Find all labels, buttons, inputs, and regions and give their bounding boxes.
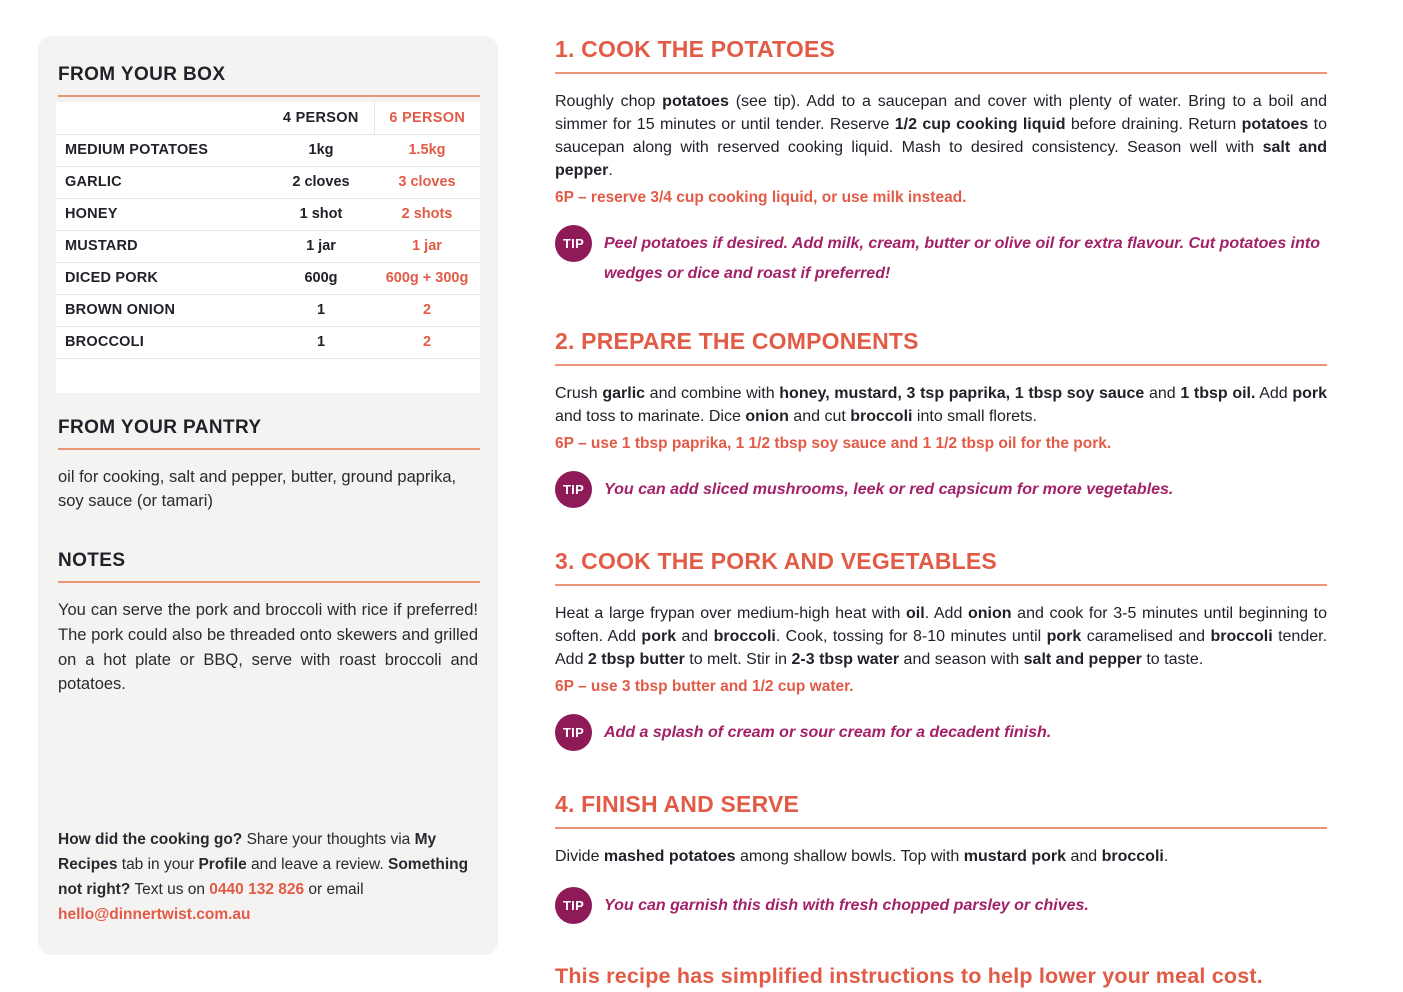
text-segment: salt and pepper bbox=[1023, 651, 1142, 669]
section-heading: 3. COOK THE PORK AND VEGETABLES bbox=[555, 548, 997, 575]
section-body bbox=[555, 602, 1327, 671]
text-segment: and bbox=[1144, 385, 1181, 403]
feedback-footer bbox=[58, 827, 478, 927]
table-row bbox=[56, 134, 480, 166]
text-segment: 2-3 tbsp water bbox=[791, 651, 900, 669]
divider bbox=[58, 448, 480, 450]
text-segment: Text us on bbox=[130, 880, 210, 898]
text-segment: Divide bbox=[555, 848, 604, 866]
tip-badge-icon: TIP bbox=[555, 471, 592, 508]
email-link[interactable]: hello@dinnertwist.com.au bbox=[58, 905, 251, 923]
table-row bbox=[56, 198, 480, 230]
text-segment: caramelised and bbox=[1081, 628, 1211, 646]
text-segment: pork bbox=[1292, 385, 1328, 403]
notes-text: You can serve the pork and broccoli with rice if preferred! The pork could also be threaded onto skewers and grilled on a hot plate or BBQ, serve with roast broccoli and potatoes. bbox=[58, 601, 478, 694]
text-segment: and cut bbox=[788, 408, 851, 426]
text-segment: (see tip). Add to a saucepan and cover with plenty of water. Bring to a boil and simmer for 15 minutes or until tender. Reserve bbox=[555, 93, 1328, 134]
cell-p4: 1 bbox=[268, 326, 374, 358]
from-your-box-title: FROM YOUR BOX bbox=[58, 64, 226, 85]
table-header-row bbox=[56, 102, 480, 134]
text-segment: Share your thoughts via bbox=[242, 830, 415, 848]
text-segment: . Add bbox=[924, 605, 968, 623]
instruction-section-2 bbox=[555, 328, 1327, 508]
text-segment: Something not right? bbox=[58, 855, 469, 898]
from-your-pantry-section bbox=[56, 417, 480, 515]
cell-item: BROWN ONION bbox=[56, 294, 268, 326]
text-segment: onion bbox=[745, 408, 789, 426]
section-heading: 2. PREPARE THE COMPONENTS bbox=[555, 328, 919, 355]
ingredients-table-body bbox=[56, 134, 480, 358]
text-segment: to taste. bbox=[1141, 651, 1204, 669]
text-segment: salt and pepper bbox=[555, 139, 1328, 180]
tip-badge-icon: TIP bbox=[555, 887, 592, 924]
text-segment: before draining. Return bbox=[1065, 116, 1242, 134]
notes-title: NOTES bbox=[58, 550, 126, 571]
tip-row bbox=[555, 475, 1327, 508]
cell-p6: 1.5kg bbox=[374, 134, 480, 166]
pantry-text: oil for cooking, salt and pepper, butter, ground paprika, soy sauce (or tamari) bbox=[58, 467, 457, 511]
instructions-column bbox=[555, 36, 1327, 989]
section-heading: 4. FINISH AND SERVE bbox=[555, 791, 800, 818]
cell-item: MUSTARD bbox=[56, 230, 268, 262]
table-row bbox=[56, 262, 480, 294]
six-person-variation: 6P – use 1 tbsp paprika, 1 1/2 tbsp soy sauce and 1 1/2 tbsp oil for the pork. bbox=[555, 435, 1112, 453]
text-segment: mustard pork bbox=[963, 848, 1067, 866]
text-segment: potatoes bbox=[1241, 116, 1309, 134]
text-segment: among shallow bowls. Top with bbox=[735, 848, 964, 866]
tip-text: Add a splash of cream or sour cream for a decadent finish. bbox=[604, 724, 1052, 742]
tip-text: You can garnish this dish with fresh chopped parsley or chives. bbox=[604, 896, 1089, 914]
text-segment: and cook for 3-5 minutes until beginning to soften. Add bbox=[555, 605, 1327, 646]
tip-badge-icon: TIP bbox=[555, 225, 592, 262]
text-segment: pork bbox=[1046, 628, 1082, 646]
section-body bbox=[555, 845, 1327, 868]
recipe-tagline: This recipe has simplified instructions to help lower your meal cost. bbox=[555, 963, 1263, 988]
tip-badge-icon: TIP bbox=[555, 714, 592, 751]
instruction-section-4 bbox=[555, 791, 1327, 923]
text-segment: and toss to marinate. Dice bbox=[555, 408, 746, 426]
text-segment: Add bbox=[1255, 385, 1293, 403]
cell-p6: 1 jar bbox=[374, 230, 480, 262]
divider bbox=[555, 584, 1327, 586]
text-segment: and leave a review. bbox=[246, 855, 388, 873]
text-segment: broccoli bbox=[713, 628, 776, 646]
text-segment: honey, mustard, 3 tsp paprika, 1 tbsp soy sauce bbox=[779, 385, 1145, 403]
text-segment: broccoli bbox=[850, 408, 913, 426]
six-person-variation: 6P – use 3 tbsp butter and 1/2 cup water. bbox=[555, 678, 854, 696]
cell-p6: 2 bbox=[374, 326, 480, 358]
cell-p4: 600g bbox=[268, 262, 374, 294]
tip-text: Peel potatoes if desired. Add milk, cream, butter or olive oil for extra flavour. Cut potatoes into wedges or dice and roast if preferred! bbox=[604, 235, 1320, 282]
cell-p4: 1 bbox=[268, 294, 374, 326]
text-segment: and bbox=[676, 628, 714, 646]
ingredients-table-card bbox=[56, 102, 480, 393]
cell-item: GARLIC bbox=[56, 166, 268, 198]
cell-item: DICED PORK bbox=[56, 262, 268, 294]
text-segment: mashed potatoes bbox=[603, 848, 736, 866]
instruction-section-1 bbox=[555, 36, 1327, 288]
tip-row bbox=[555, 891, 1327, 924]
notes-section bbox=[56, 550, 480, 697]
column-header-6-person: 6 PERSON bbox=[374, 102, 480, 134]
divider bbox=[555, 72, 1327, 74]
tip-text: You can add sliced mushrooms, leek or red capsicum for more vegetables. bbox=[604, 481, 1174, 499]
ingredients-sidebar bbox=[38, 36, 498, 955]
cell-p4: 1kg bbox=[268, 134, 374, 166]
text-segment: Crush bbox=[555, 385, 603, 403]
text-segment: 2 tbsp butter bbox=[587, 651, 685, 669]
text-segment: and season with bbox=[899, 651, 1024, 669]
cell-p4: 1 shot bbox=[268, 198, 374, 230]
section-heading: 1. COOK THE POTATOES bbox=[555, 36, 836, 62]
ingredients-table bbox=[56, 102, 480, 359]
text-segment: potatoes bbox=[662, 93, 729, 110]
column-header-4-person: 4 PERSON bbox=[268, 102, 374, 134]
cell-p6: 3 cloves bbox=[374, 166, 480, 198]
tip-row bbox=[555, 718, 1327, 751]
text-segment: to melt. Stir in bbox=[684, 651, 792, 669]
phone-link[interactable]: 0440 132 826 bbox=[209, 880, 305, 898]
text-segment: broccoli bbox=[1210, 628, 1273, 646]
text-segment: . Cook, tossing for 8-10 minutes until bbox=[775, 628, 1047, 646]
section-body bbox=[555, 382, 1327, 428]
text-segment: Profile bbox=[198, 855, 247, 873]
cell-item: HONEY bbox=[56, 198, 268, 230]
tip-row bbox=[555, 229, 1327, 288]
text-segment: . bbox=[1163, 848, 1169, 866]
text-segment: broccoli bbox=[1101, 848, 1164, 866]
text-segment: tender. Add bbox=[555, 628, 1328, 669]
divider bbox=[555, 827, 1327, 829]
from-your-box-section bbox=[56, 64, 480, 393]
text-segment: Heat a large frypan over medium-high heat with bbox=[555, 605, 907, 623]
text-segment: to saucepan along with reserved cooking liquid. Mash to desired consistency. Season well with bbox=[555, 116, 1328, 157]
text-segment: 1 tbsp oil. bbox=[1180, 385, 1256, 403]
text-segment: Roughly chop bbox=[555, 93, 663, 110]
cell-p6: 2 bbox=[374, 294, 480, 326]
text-segment: . bbox=[608, 162, 613, 180]
cell-p6: 600g + 300g bbox=[374, 262, 480, 294]
text-segment: and bbox=[1066, 848, 1102, 866]
cell-p4: 1 jar bbox=[268, 230, 374, 262]
divider bbox=[58, 95, 480, 97]
table-row bbox=[56, 166, 480, 198]
cell-p6: 2 shots bbox=[374, 198, 480, 230]
table-row bbox=[56, 294, 480, 326]
divider bbox=[555, 364, 1327, 366]
text-segment: and combine with bbox=[645, 385, 780, 403]
text-segment: pork bbox=[641, 628, 677, 646]
divider bbox=[58, 581, 480, 583]
text-segment: oil bbox=[906, 605, 925, 623]
instruction-section-3 bbox=[555, 548, 1327, 751]
text-segment: 1/2 cup cooking liquid bbox=[894, 116, 1066, 134]
section-body bbox=[555, 90, 1327, 182]
text-segment: My Recipes bbox=[58, 830, 437, 873]
text-segment: tab in your bbox=[117, 855, 199, 873]
table-row bbox=[56, 326, 480, 358]
text-segment: onion bbox=[967, 605, 1012, 623]
text-segment: into small florets. bbox=[912, 408, 1037, 426]
cell-item: BROCCOLI bbox=[56, 326, 268, 358]
table-row bbox=[56, 230, 480, 262]
text-segment: How did the cooking go? bbox=[58, 830, 243, 848]
six-person-variation: 6P – reserve 3/4 cup cooking liquid, or use milk instead. bbox=[555, 189, 967, 207]
cell-item: MEDIUM POTATOES bbox=[56, 134, 268, 166]
cell-p4: 2 cloves bbox=[268, 166, 374, 198]
text-segment: garlic bbox=[602, 385, 646, 403]
column-header-item bbox=[56, 102, 268, 134]
text-segment: or email bbox=[304, 880, 364, 898]
from-your-pantry-title: FROM YOUR PANTRY bbox=[58, 416, 262, 438]
